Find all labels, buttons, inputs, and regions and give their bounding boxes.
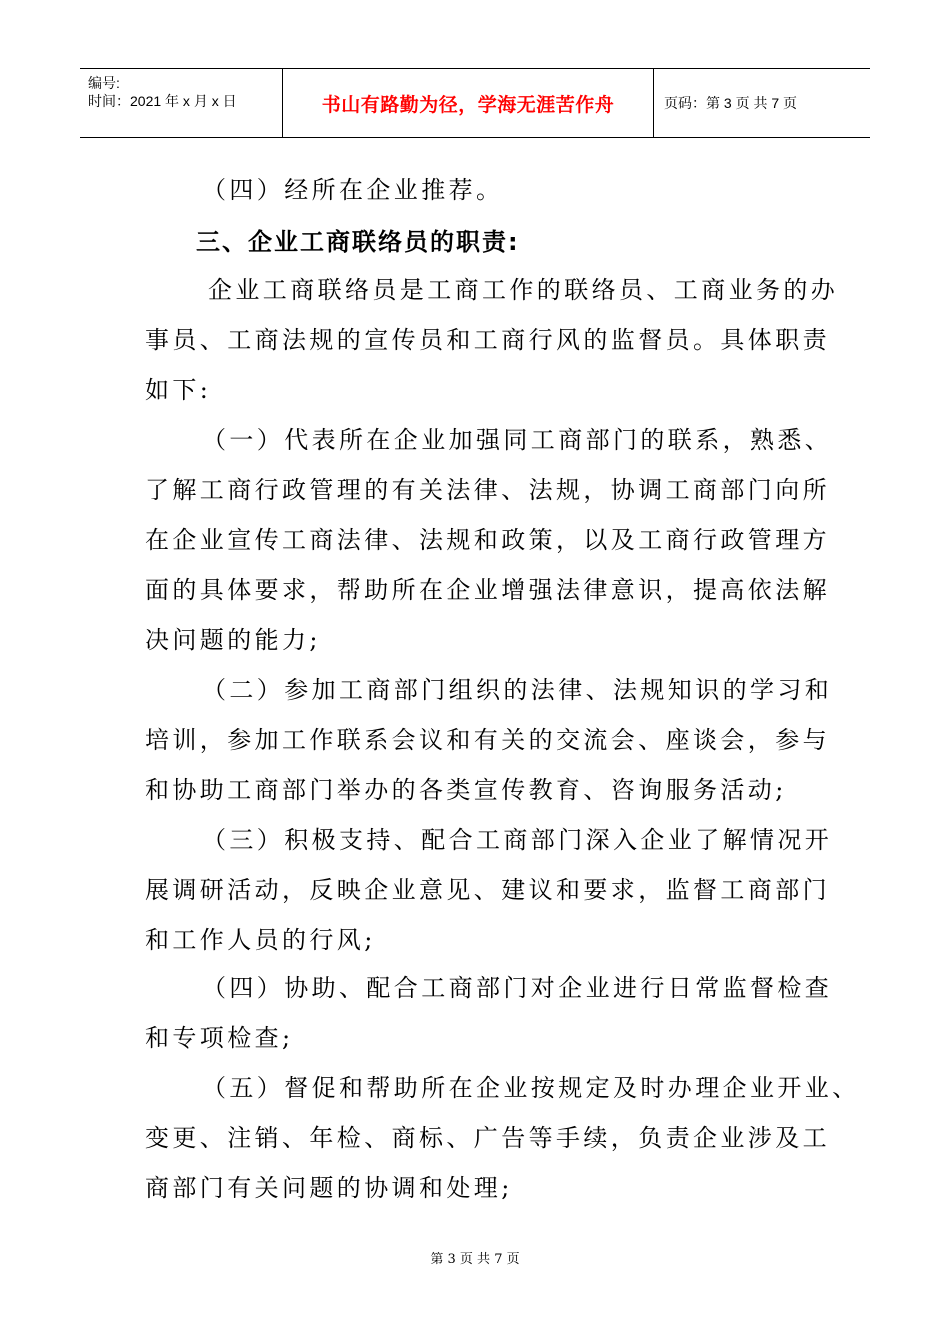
body-line: （四）协助、配合工商部门对企业进行日常监督检查	[202, 974, 833, 1002]
motto-text: 书山有路勤为径，学海无涯苦作舟	[321, 93, 615, 116]
body-line: 面的具体要求，帮助所在企业增强法律意识，提高依法解	[145, 576, 830, 604]
header-motto-cell	[283, 69, 654, 137]
body-line: 事员、工商法规的宣传员和工商行风的监督员。具体职责	[145, 326, 830, 354]
header-left-cell	[80, 69, 283, 137]
body-line: 和工作人员的行风;	[145, 926, 376, 954]
body-line: 如下:	[145, 376, 212, 404]
time-label: 时间：2021 年 x 月 x 日	[88, 93, 237, 109]
body-line: 在企业宣传工商法律、法规和政策，以及工商行政管理方	[145, 526, 830, 554]
body-line: （二）参加工商部门组织的法律、法规知识的学习和	[202, 676, 833, 704]
body-line: 了解工商行政管理的有关法律、法规，协调工商部门向所	[145, 476, 830, 504]
body-line: 展调研活动，反映企业意见、建议和要求，监督工商部门	[145, 876, 830, 904]
body-line: 和协助工商部门举办的各类宣传教育、咨询服务活动;	[145, 776, 787, 804]
header-table	[80, 68, 870, 138]
body-line: （四）经所在企业推荐。	[202, 176, 504, 204]
body-line: 培训，参加工作联系会议和有关的交流会、座谈会，参与	[145, 726, 830, 754]
body-line: （五）督促和帮助所在企业按规定及时办理企业开业、	[202, 1074, 860, 1102]
body-line: 决问题的能力;	[145, 626, 321, 654]
body-line: 和专项检查;	[145, 1024, 294, 1052]
body-line: （三）积极支持、配合工商部门深入企业了解情况开	[202, 826, 833, 854]
number-label: 编号:	[88, 75, 120, 91]
body-line: 企业工商联络员是工商工作的联络员、工商业务的办	[208, 276, 839, 304]
body-line: 变更、注销、年检、商标、广告等手续，负责企业涉及工	[145, 1124, 830, 1152]
header-page-cell	[654, 69, 870, 137]
body-line: （一）代表所在企业加强同工商部门的联系，熟悉、	[202, 426, 833, 454]
page-footer: 第 3 页 共 7 页	[430, 1252, 520, 1267]
page-info: 页码：第 3 页 共 7 页	[664, 95, 798, 111]
section-heading: 三、企业工商联络员的职责:	[196, 228, 520, 256]
body-line: 商部门有关问题的协调和处理;	[145, 1174, 513, 1202]
